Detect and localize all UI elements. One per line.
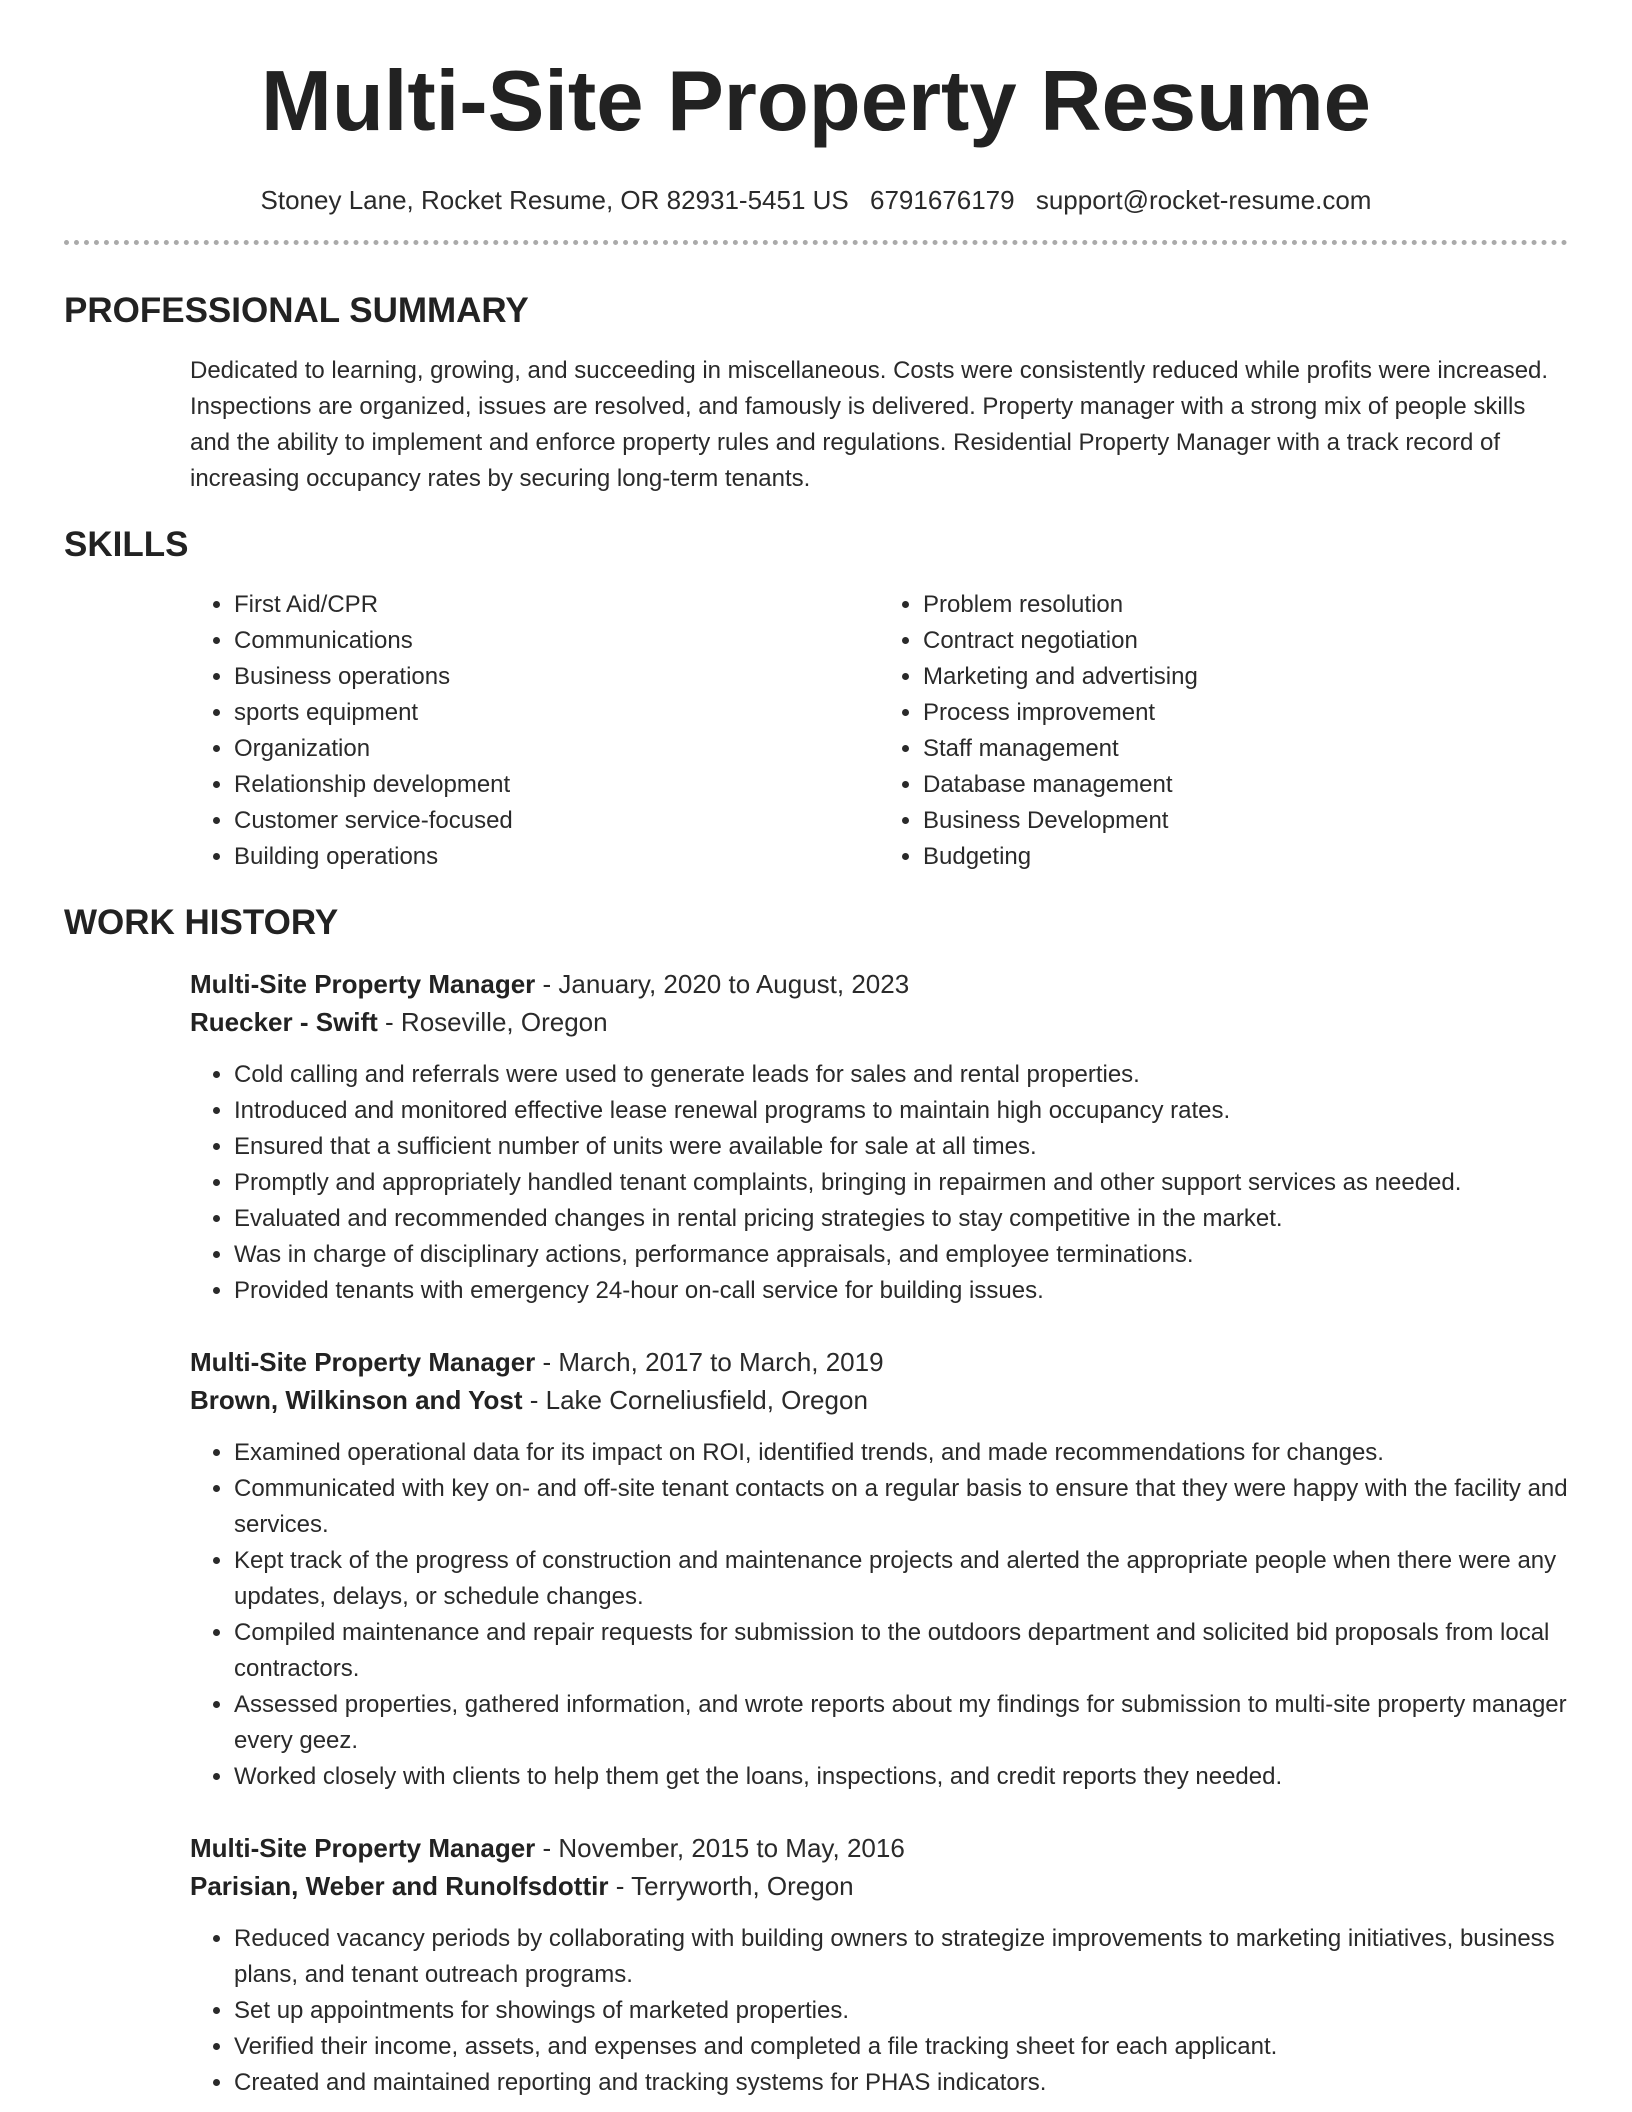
job-bullet: • Evaluated and recommended changes in rental pricing strategies to stay competitive in the market. bbox=[234, 1201, 1568, 1237]
contact-email: support@rocket-resume.com bbox=[1035, 185, 1372, 215]
skill-item: • Business operations bbox=[234, 659, 879, 695]
job-bullet: • Promptly and appropriately handled tenant complaints, bringing in repairmen and other support services as needed. bbox=[234, 1165, 1568, 1201]
job-bullet: • Assessed properties, gathered information, and wrote reports about my findings for submission to multi-site property manager every geez. bbox=[234, 1687, 1568, 1759]
contact-line bbox=[64, 182, 1568, 218]
job-entry bbox=[190, 1343, 1568, 1795]
job-role: Multi-Site Property Manager bbox=[190, 1347, 536, 1377]
job-bullet: • Was in charge of disciplinary actions, performance appraisals, and employee terminations. bbox=[234, 1237, 1568, 1273]
job-bullet: • Communicated with key on- and off-site tenant contacts on a regular basis to ensure that they were happy with the facility and services. bbox=[234, 1471, 1568, 1543]
job-bullet: • Introduced and monitored effective lease renewal programs to maintain high occupancy rates. bbox=[234, 1093, 1568, 1129]
job-entry bbox=[190, 965, 1568, 1309]
job-location: - Lake Corneliusfield, Oregon bbox=[522, 1385, 868, 1415]
summary-text: Dedicated to learning, growing, and succeeding in miscellaneous. Costs were consistently reduced while profits were increased. Inspections are organized, issues are resolved, and famously is delivered. Property manager with a strong mix of people skills and the ability to implement and enforce property rules and regulations. Residential Property Manager with a track record of increasing occupancy rates by securing long-term tenants. bbox=[190, 357, 1549, 492]
skill-item: • Database management bbox=[923, 767, 1568, 803]
skill-item: • Customer service-focused bbox=[234, 803, 879, 839]
job-bullet: • Compiled maintenance and repair requests for submission to the outdoors department and solicited bid proposals from local contractors. bbox=[234, 1615, 1568, 1687]
skills-heading: SKILLS bbox=[64, 525, 189, 564]
job-bullets bbox=[190, 1057, 1568, 1309]
job-location: - Terryworth, Oregon bbox=[608, 1871, 854, 1901]
summary-heading: PROFESSIONAL SUMMARY bbox=[64, 291, 529, 330]
job-bullets bbox=[190, 1921, 1568, 2101]
skill-item: • Marketing and advertising bbox=[923, 659, 1568, 695]
skill-item: • Business Development bbox=[923, 803, 1568, 839]
job-company: Ruecker - Swift bbox=[190, 1007, 378, 1037]
skills-list bbox=[190, 587, 1568, 875]
header-divider bbox=[64, 240, 1568, 245]
resume-title: Multi-Site Property Resume bbox=[261, 54, 1371, 149]
job-bullet: • Reduced vacancy periods by collaborating with building owners to strategize improvements to marketing initiatives, business plans, and tenant outreach programs. bbox=[234, 1921, 1568, 1993]
job-company-line bbox=[190, 1003, 1568, 1041]
skill-item: • Staff management bbox=[923, 731, 1568, 767]
skill-item: • Contract negotiation bbox=[923, 623, 1568, 659]
job-bullet: • Cold calling and referrals were used to generate leads for sales and rental properties. bbox=[234, 1057, 1568, 1093]
skill-item: • Relationship development bbox=[234, 767, 879, 803]
skill-item: • Problem resolution bbox=[923, 587, 1568, 623]
skill-item: • Process improvement bbox=[923, 695, 1568, 731]
job-bullet: • Provided tenants with emergency 24-hour on-call service for building issues. bbox=[234, 1273, 1568, 1309]
job-title-line bbox=[190, 1829, 1568, 1867]
job-bullet: • Ensured that a sufficient number of units were available for sale at all times. bbox=[234, 1129, 1568, 1165]
job-dates: - March, 2017 to March, 2019 bbox=[535, 1347, 884, 1377]
skills-column-left bbox=[190, 587, 879, 875]
skill-item: • Organization bbox=[234, 731, 879, 767]
skill-item: • Building operations bbox=[234, 839, 879, 875]
job-company-line bbox=[190, 1381, 1568, 1419]
job-dates: - November, 2015 to May, 2016 bbox=[535, 1833, 905, 1863]
job-title-line bbox=[190, 965, 1568, 1003]
job-bullets bbox=[190, 1435, 1568, 1795]
work-history-heading: WORK HISTORY bbox=[64, 903, 339, 942]
job-bullet: • Examined operational data for its impact on ROI, identified trends, and made recommendations for changes. bbox=[234, 1435, 1568, 1471]
job-role: Multi-Site Property Manager bbox=[190, 969, 536, 999]
job-bullet: • Verified their income, assets, and expenses and completed a file tracking sheet for each applicant. bbox=[234, 2029, 1568, 2065]
job-bullet: • Worked closely with clients to help them get the loans, inspections, and credit reports they needed. bbox=[234, 1759, 1568, 1795]
job-company: Brown, Wilkinson and Yost bbox=[190, 1385, 523, 1415]
skill-item: • First Aid/CPR bbox=[234, 587, 879, 623]
job-company: Parisian, Weber and Runolfsdottir bbox=[190, 1871, 609, 1901]
job-bullet: • Kept track of the progress of construction and maintenance projects and alerted the appropriate people when there were any updates, delays, or schedule changes. bbox=[234, 1543, 1568, 1615]
contact-phone: 6791676179 bbox=[870, 185, 1015, 215]
skill-item: • sports equipment bbox=[234, 695, 879, 731]
skills-column-right bbox=[879, 587, 1568, 875]
job-bullet: • Set up appointments for showings of marketed properties. bbox=[234, 1993, 1568, 2029]
contact-address: Stoney Lane, Rocket Resume, OR 82931-5451 US bbox=[260, 185, 849, 215]
job-role: Multi-Site Property Manager bbox=[190, 1833, 536, 1863]
job-location: - Roseville, Oregon bbox=[377, 1007, 608, 1037]
job-dates: - January, 2020 to August, 2023 bbox=[535, 969, 910, 999]
job-bullet: • Created and maintained reporting and tracking systems for PHAS indicators. bbox=[234, 2065, 1568, 2101]
skill-item: • Budgeting bbox=[923, 839, 1568, 875]
skill-item: • Communications bbox=[234, 623, 879, 659]
job-company-line bbox=[190, 1867, 1568, 1905]
job-entry bbox=[190, 1829, 1568, 2101]
job-title-line bbox=[190, 1343, 1568, 1381]
